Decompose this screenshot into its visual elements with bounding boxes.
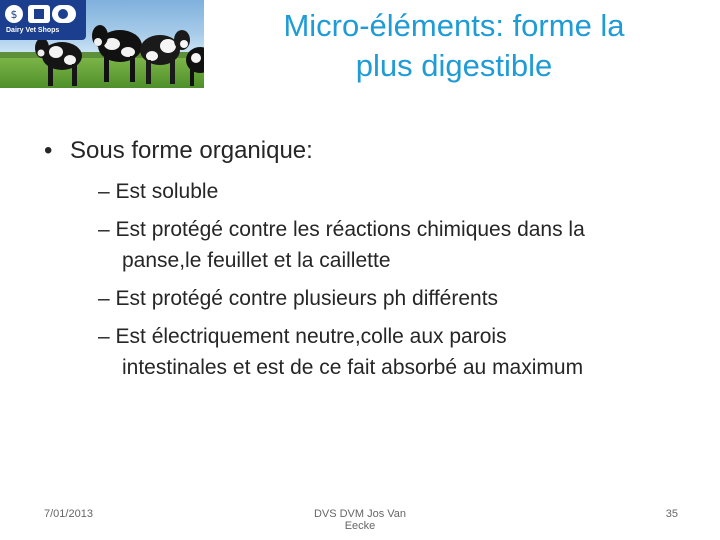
logo-text: Dairy Vet Shops xyxy=(6,27,60,34)
sub-bullet-dash: – xyxy=(98,287,110,310)
sub-bullet-text: Est soluble xyxy=(115,180,219,203)
footer-author: DVS DVM Jos Van Eecke xyxy=(313,508,407,532)
sub-bullet-text: Est électriquement neutre,colle aux parois xyxy=(115,325,507,348)
sub-bullet-item xyxy=(98,176,688,207)
sub-bullet-item xyxy=(98,321,688,383)
bullet-dot: • xyxy=(44,137,53,164)
slide-title xyxy=(224,6,684,86)
footer-page-number: 35 xyxy=(665,508,678,520)
bullet-level-1 xyxy=(44,134,684,168)
svg-text:$: $ xyxy=(10,8,18,21)
header-banner-image xyxy=(0,0,204,88)
sub-bullet-text: Est protégé contre les réactions chimiques dans la xyxy=(115,218,585,241)
sub-bullet-text-continued: intestinales et est de ce fait absorbé au maximum xyxy=(122,356,584,379)
title-line: plus digestible xyxy=(355,48,553,83)
sub-bullet-item xyxy=(98,283,688,314)
logo-mark-icon xyxy=(4,3,82,25)
sub-bullet-dash: – xyxy=(98,325,110,348)
footer-date: 7/01/2013 xyxy=(44,508,93,520)
company-logo xyxy=(0,0,86,40)
sub-bullet-dash: – xyxy=(98,180,110,203)
sub-bullet-text: Est protégé contre plusieurs ph différents xyxy=(115,287,499,310)
title-line: Micro-éléments: forme la xyxy=(283,8,625,43)
bullet-text: Sous forme organique: xyxy=(70,137,313,164)
sub-bullet-list xyxy=(98,176,688,390)
sub-bullet-dash: – xyxy=(98,218,110,241)
sub-bullet-text-continued: panse,le feuillet et la caillette xyxy=(122,249,391,272)
sub-bullet-item xyxy=(98,214,688,276)
